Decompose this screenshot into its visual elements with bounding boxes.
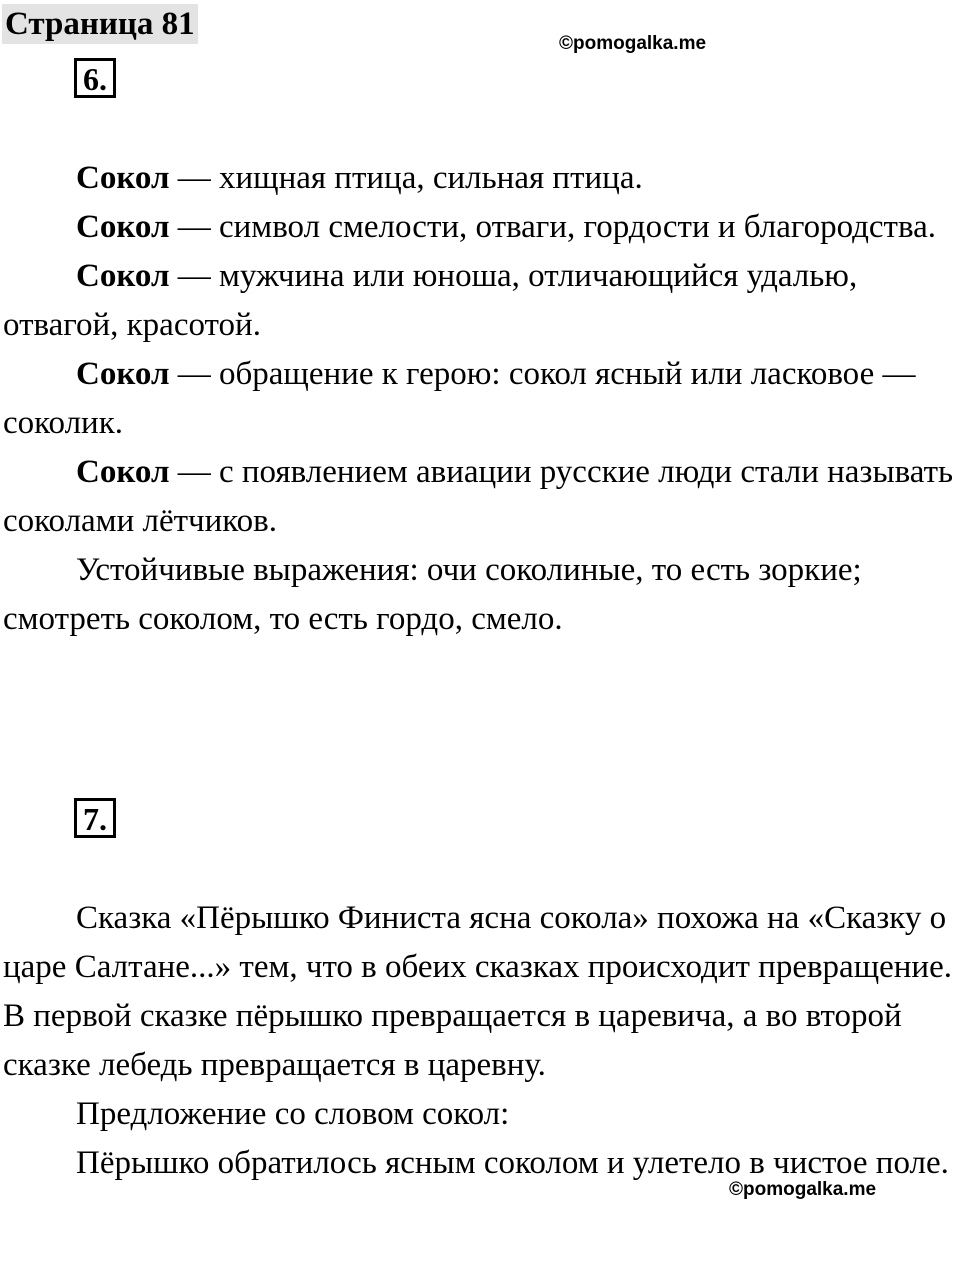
definition-text: — символ смелости, отваги, гордости и благородства.: [169, 209, 937, 245]
task-number-6: 6.: [74, 58, 116, 98]
page-title: Страница 81: [2, 4, 198, 44]
definition-text: — мужчина или юноша, отличающийся удалью, отвагой, красотой.: [3, 258, 858, 343]
definition-text: — обращение к герою: сокол ясный или ласковое — соколик.: [3, 356, 916, 441]
definition-text: — с появлением авиации русские люди стали называть соколами лётчиков.: [3, 454, 954, 539]
term-bold: Сокол: [76, 160, 170, 196]
definition-paragraph: [3, 154, 960, 203]
term-bold: Сокол: [76, 258, 170, 294]
definition-paragraph: [3, 252, 960, 350]
term-bold: Сокол: [76, 356, 170, 392]
definition-text: — хищная птица, сильная птица.: [169, 160, 643, 196]
watermark-bottom: ©pomogalka.me: [729, 1179, 877, 1200]
comparison-paragraph: Сказка «Пёрышко Финиста ясна сокола» похожа на «Сказку о царе Салтане...» тем, что в обеих сказках происходит превращение. В первой сказке пёрышко превращается в царевича, а во второй сказке лебедь превращается в царевну.: [3, 900, 952, 1083]
task-6-text: [3, 154, 960, 644]
term-bold: Сокол: [76, 454, 170, 490]
task-7-text: [3, 894, 960, 1188]
watermark-top: ©pomogalka.me: [559, 33, 707, 54]
definition-paragraph: [3, 448, 960, 546]
task-number-7: 7.: [74, 798, 116, 838]
definition-paragraph: [3, 203, 960, 252]
example-sentence: Пёрышко обратилось ясным соколом и улетело в чистое поле.: [76, 1145, 949, 1181]
sentence-label: Предложение со словом сокол:: [76, 1096, 510, 1132]
expressions-paragraph: Устойчивые выражения: очи соколиные, то есть зоркие; смотреть соколом, то есть гордо, смело.: [3, 552, 862, 637]
term-bold: Сокол: [76, 209, 170, 245]
definition-paragraph: [3, 350, 960, 448]
